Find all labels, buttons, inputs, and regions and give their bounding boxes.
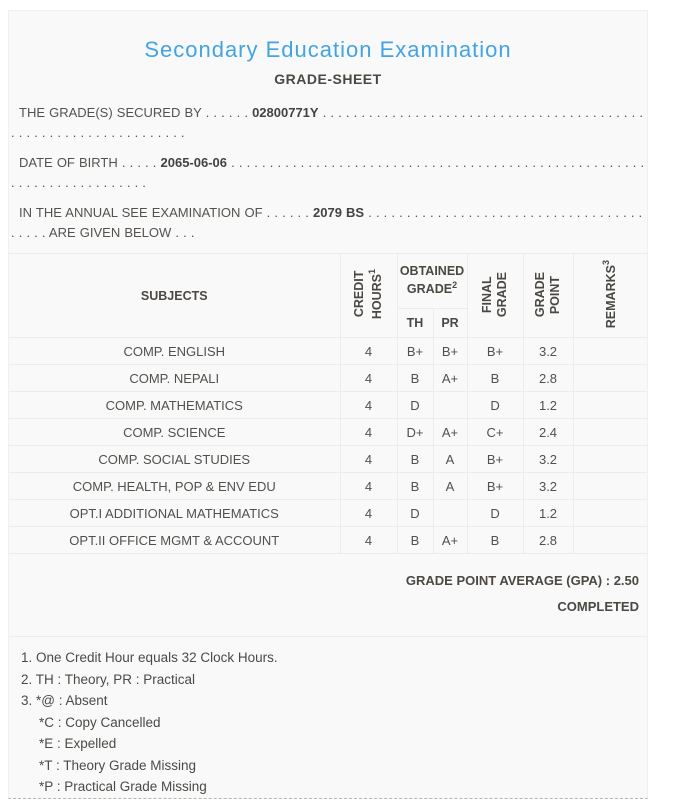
dotted-trailer: . . . . . . . . . . . . . . . . . . . . . . . . . . . . . . . . . . . . . . . . . . . . . . . . . . . . . . . . . . . . . . . . . [11, 105, 643, 140]
subject-cell: COMP. SOCIAL STUDIES [9, 446, 340, 473]
table-header-row [9, 254, 647, 309]
subject-cell: COMP. NEPALI [9, 365, 340, 392]
grade-point-cell: 2.8 [523, 365, 573, 392]
subject-cell: COMP. SCIENCE [9, 419, 340, 446]
th-grade-cell: D+ [397, 419, 433, 446]
column-header-subjects: SUBJECTS [9, 254, 340, 338]
grade-point-cell: 1.2 [523, 500, 573, 527]
result-status: COMPLETED [557, 599, 639, 615]
column-header-remarks [573, 254, 647, 338]
table-row [9, 392, 647, 419]
subject-cell: COMP. HEALTH, POP & ENV EDU [9, 473, 340, 500]
credit-hours-word: HOURS [370, 274, 385, 320]
th-grade-cell: B+ [397, 338, 433, 365]
statement-exam-year [11, 203, 645, 243]
remarks-cell [573, 527, 647, 554]
final-grade-cell: D [467, 392, 523, 419]
footnote-ref-3: 3 [601, 260, 612, 266]
remarks-vertical-label [601, 254, 619, 334]
grade-point-line1: GRADE [533, 271, 548, 317]
column-header-final-grade [467, 254, 523, 338]
th-grade-cell: D [397, 500, 433, 527]
pr-grade-cell: A [433, 473, 467, 500]
obtained-grade-line1: OBTAINED [399, 264, 465, 279]
remarks-cell [573, 446, 647, 473]
gpa-label: GRADE POINT AVERAGE (GPA) : [405, 573, 611, 589]
statement-label: DATE OF BIRTH [19, 155, 118, 170]
column-header-credit-hours [340, 254, 397, 338]
obtained-grade-label [398, 260, 467, 301]
summary-section [9, 554, 647, 637]
grade-point-cell: 3.2 [523, 473, 573, 500]
footnote-ref-1: 1 [366, 269, 377, 275]
grade-point-line2: POINT [548, 275, 563, 314]
remarks-cell [573, 392, 647, 419]
th-grade-cell: B [397, 446, 433, 473]
pr-grade-cell: B+ [433, 338, 467, 365]
symbol-number-value: 02800771Y [252, 105, 319, 120]
remarks-word: REMARKS [604, 265, 619, 329]
footnote: 1. One Credit Hour equals 32 Clock Hours. [21, 650, 278, 666]
grade-point-vertical-label [533, 266, 563, 323]
table-row [9, 473, 647, 500]
footnote-ref-2: 2 [452, 280, 458, 291]
candidate-info-section [9, 103, 647, 243]
remarks-cell [573, 419, 647, 446]
final-grade-line2: GRADE [495, 271, 510, 317]
statement-tail: ARE GIVEN BELOW . . . [48, 225, 195, 240]
grade-point-cell: 2.4 [523, 419, 573, 446]
remarks-cell [573, 338, 647, 365]
obtained-grade-line2: GRADE [406, 282, 453, 297]
subject-cell: COMP. MATHEMATICS [9, 392, 340, 419]
pr-grade-cell: A+ [433, 419, 467, 446]
pr-grade-cell: A [433, 446, 467, 473]
credit-hours-cell: 4 [340, 392, 397, 419]
footnotes-section [9, 647, 647, 798]
th-grade-cell: D [397, 392, 433, 419]
credit-hours-cell: 4 [340, 527, 397, 554]
credit-hours-cell: 4 [340, 365, 397, 392]
statement-label: IN THE ANNUAL SEE EXAMINATION OF [19, 205, 263, 220]
final-grade-cell: B+ [467, 338, 523, 365]
table-row [9, 446, 647, 473]
credit-hours-cell: 4 [340, 473, 397, 500]
statement-date-of-birth [11, 153, 645, 193]
page-title: Secondary Education Examination [144, 37, 512, 62]
statement-grades-secured [11, 103, 645, 143]
credit-hours-cell: 4 [340, 419, 397, 446]
th-grade-cell: B [397, 527, 433, 554]
footnote: 3. *@ : Absent [21, 693, 108, 709]
grade-point-cell: 3.2 [523, 446, 573, 473]
date-of-birth-value: 2065-06-06 [160, 155, 228, 170]
dotted-trailer: . . . . . . . . . . . . . . . . . . . . . . . . . . . . . . . . . . . . . . . . . . . . . . . . . . . . . . . . . . . . . . . . . . . . . . . . [11, 155, 645, 190]
grade-point-cell: 1.2 [523, 392, 573, 419]
pr-grade-cell: A+ [433, 365, 467, 392]
table-row [9, 500, 647, 527]
final-grade-cell: B+ [467, 473, 523, 500]
footnote: 2. TH : Theory, PR : Practical [21, 671, 196, 687]
footnote: *P : Practical Grade Missing [39, 779, 207, 795]
column-header-pr: PR [433, 309, 467, 338]
credit-hours-cell: 4 [340, 500, 397, 527]
statement-label: THE GRADE(S) SECURED BY [19, 105, 202, 120]
credit-hours-line2 [367, 269, 385, 319]
final-grade-cell: C+ [467, 419, 523, 446]
pr-grade-cell [433, 392, 467, 419]
column-header-obtained-grade [397, 254, 467, 309]
final-grade-vertical-label [480, 266, 510, 323]
table-row [9, 419, 647, 446]
credit-hours-cell: 4 [340, 446, 397, 473]
credit-hours-line1: CREDIT [351, 270, 366, 318]
remarks-cell [573, 473, 647, 500]
footnote: *C : Copy Cancelled [39, 714, 161, 730]
dotted-leader: . . . . . [121, 155, 157, 170]
final-grade-cell: B [467, 527, 523, 554]
credit-hours-cell: 4 [340, 338, 397, 365]
grades-table [9, 253, 647, 554]
grade-point-cell: 3.2 [523, 338, 573, 365]
remarks-cell [573, 500, 647, 527]
grade-sheet-subtitle: GRADE-SHEET [274, 71, 382, 87]
grade-point-cell: 2.8 [523, 527, 573, 554]
remarks-word-line [601, 260, 619, 328]
subject-cell: COMP. ENGLISH [9, 338, 340, 365]
pr-grade-cell [433, 500, 467, 527]
final-grade-cell: B [467, 365, 523, 392]
column-header-grade-point [523, 254, 573, 338]
column-header-th: TH [397, 309, 433, 338]
footnote: *T : Theory Grade Missing [39, 757, 197, 773]
dotted-trailer: . . . . . . . . . . . . . . . . . . . . . . . . . . . . . . . . . . . . . . . . . [11, 205, 643, 240]
remarks-cell [573, 365, 647, 392]
gpa-line [17, 570, 639, 592]
table-row [9, 527, 647, 554]
grade-sheet-card [8, 10, 648, 799]
gpa-value: 2.50 [613, 573, 639, 589]
dotted-leader: . . . . . . [266, 205, 309, 220]
th-grade-cell: B [397, 365, 433, 392]
dotted-leader: . . . . . . [205, 105, 248, 120]
footnote: *E : Expelled [39, 736, 117, 752]
final-grade-cell: D [467, 500, 523, 527]
credit-hours-vertical-label [352, 263, 385, 325]
final-grade-line1: FINAL [480, 275, 495, 313]
table-row [9, 365, 647, 392]
subject-cell: OPT.I ADDITIONAL MATHEMATICS [9, 500, 340, 527]
pr-grade-cell: A+ [433, 527, 467, 554]
final-grade-cell: B+ [467, 446, 523, 473]
th-grade-cell: B [397, 473, 433, 500]
subject-cell: OPT.II OFFICE MGMT & ACCOUNT [9, 527, 340, 554]
exam-year-value: 2079 BS [313, 205, 365, 220]
table-row [9, 338, 647, 365]
